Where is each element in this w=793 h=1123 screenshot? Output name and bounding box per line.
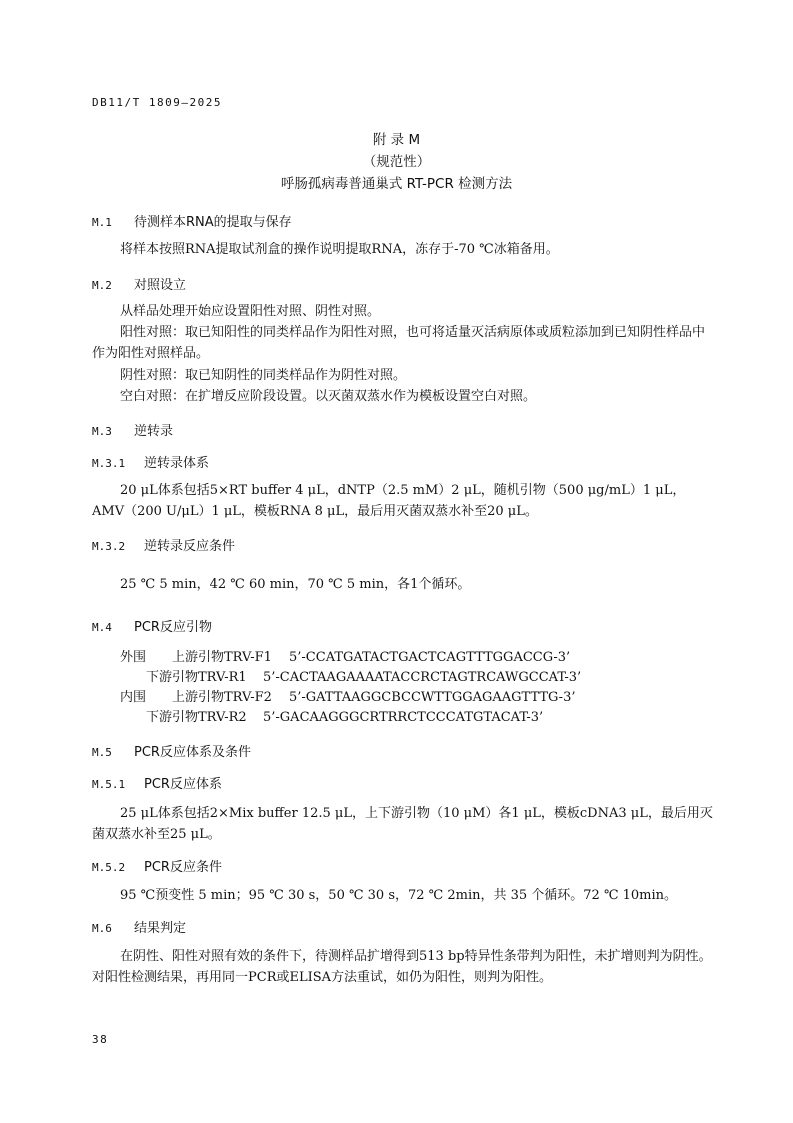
primer-label: 上游引物TRV-F1 (172, 650, 272, 665)
section-m31-heading (92, 452, 209, 471)
primer-sequence: 5’-CACTAAGAAAATACCRCTAGTRCAWGCCAT-3’ (263, 670, 582, 685)
primer-sequence: 5’-CCATGATACTGACTCAGTTTGGACCG-3’ (289, 650, 571, 665)
section-number: M.1 (92, 216, 112, 229)
section-number: M.3.1 (92, 457, 126, 470)
section-m52-heading (92, 856, 222, 875)
section-m2-heading (92, 274, 186, 293)
section-title: 逆转录体系 (144, 456, 210, 471)
page-number: 38 (92, 1033, 109, 1046)
section-m32-text: 25 ℃ 5 min，42 ℃ 60 min，70 ℃ 5 min，各1个循环。 (120, 577, 471, 592)
section-m4-heading (92, 616, 212, 635)
primer-label: 上游引物TRV-F2 (172, 690, 272, 705)
primer-label: 下游引物TRV-R2 (146, 710, 247, 725)
section-title: PCR反应引物 (134, 620, 212, 635)
section-m6-heading (92, 917, 186, 936)
primer-group-outer-label: 外围 (120, 650, 147, 665)
section-title: 逆转录 (134, 424, 174, 439)
section-m51-text: 25 μL体系包括2×Mix buffer 12.5 μL，上下游引物（10 μM）各1 μL，模板cDNA3 μL，最后用灭菌双蒸水补至25 μL。 (92, 806, 713, 842)
section-title: 待测样本RNA的提取与保存 (134, 215, 292, 230)
section-title: PCR反应体系 (144, 777, 222, 792)
section-m1-heading (92, 211, 292, 230)
normative-label: （规范性） (362, 154, 431, 170)
section-title: 结果判定 (134, 921, 187, 936)
section-m2-paragraph-1: 从样品处理开始应设置阳性对照、阴性对照。 (120, 304, 381, 319)
section-number: M.4 (92, 621, 112, 634)
section-number: M.5.2 (92, 861, 126, 874)
section-number: M.5 (92, 746, 112, 759)
primer-sequence: 5’-GATTAAGGCBCCWTTGGAGAAGTTTG-3’ (289, 690, 576, 705)
section-number: M.5.1 (92, 778, 126, 791)
section-m1-text: 将样本按照RNA提取试剂盒的操作说明提取RNA，冻存于-70 ℃冰箱备用。 (120, 242, 559, 257)
section-number: M.3.2 (92, 540, 126, 553)
section-m52-text: 95 ℃预变性 5 min；95 ℃ 30 s，50 ℃ 30 s，72 ℃ 2min，共 35 个循环。72 ℃ 10min。 (120, 888, 678, 903)
section-number: M.2 (92, 279, 112, 292)
primer-group-inner-label: 内围 (120, 690, 147, 705)
section-title: PCR反应体系及条件 (134, 745, 251, 760)
standard-code: DB11/T 1809—2025 (92, 96, 222, 109)
section-m3-heading (92, 420, 173, 439)
section-m5-heading (92, 741, 251, 760)
section-number: M.3 (92, 425, 112, 438)
section-title: 对照设立 (134, 278, 187, 293)
primer-sequence: 5’-GACAAGGGCRTRRCTCCCATGTACAT-3’ (263, 710, 544, 725)
section-m51-heading (92, 773, 222, 792)
section-m6-text: 在阴性、阳性对照有效的条件下，待测样品扩增得到513 bp特异性条带判为阳性，未扩增则判为阴性。对阳性检测结果，再用同一PCR或ELISA方法重试，如仍为阳性，则判为阳性。 (92, 949, 712, 985)
appendix-title: 附 录 M (372, 132, 421, 148)
section-m31-text: 20 μL体系包括5×RT buffer 4 μL，dNTP（2.5 mM）2 μL，随机引物（500 μg/mL）1 μL，AMV（200 U/μL）1 μL，模板RNA 8 μL，最后用灭菌双蒸水补至20 μL。 (92, 483, 686, 519)
section-number: M.6 (92, 922, 112, 935)
section-m32-heading (92, 535, 235, 554)
section-title: PCR反应条件 (144, 860, 222, 875)
section-m2-paragraph-2: 阳性对照：取已知阳性的同类样品作为阳性对照，也可将适量灭活病原体或质粒添加到已知阴性样品中作为阳性对照样品。 (92, 325, 706, 361)
section-title: 逆转录反应条件 (144, 539, 236, 554)
method-title: 呼肠孤病毒普通巢式 RT-PCR 检测方法 (280, 176, 513, 192)
section-m2-paragraph-3: 阴性对照：取已知阴性的同类样品作为阴性对照。 (120, 368, 407, 383)
section-m2-paragraph-4: 空白对照：在扩增反应阶段设置。以灭菌双蒸水作为模板设置空白对照。 (120, 389, 537, 404)
primer-label: 下游引物TRV-R1 (146, 670, 247, 685)
